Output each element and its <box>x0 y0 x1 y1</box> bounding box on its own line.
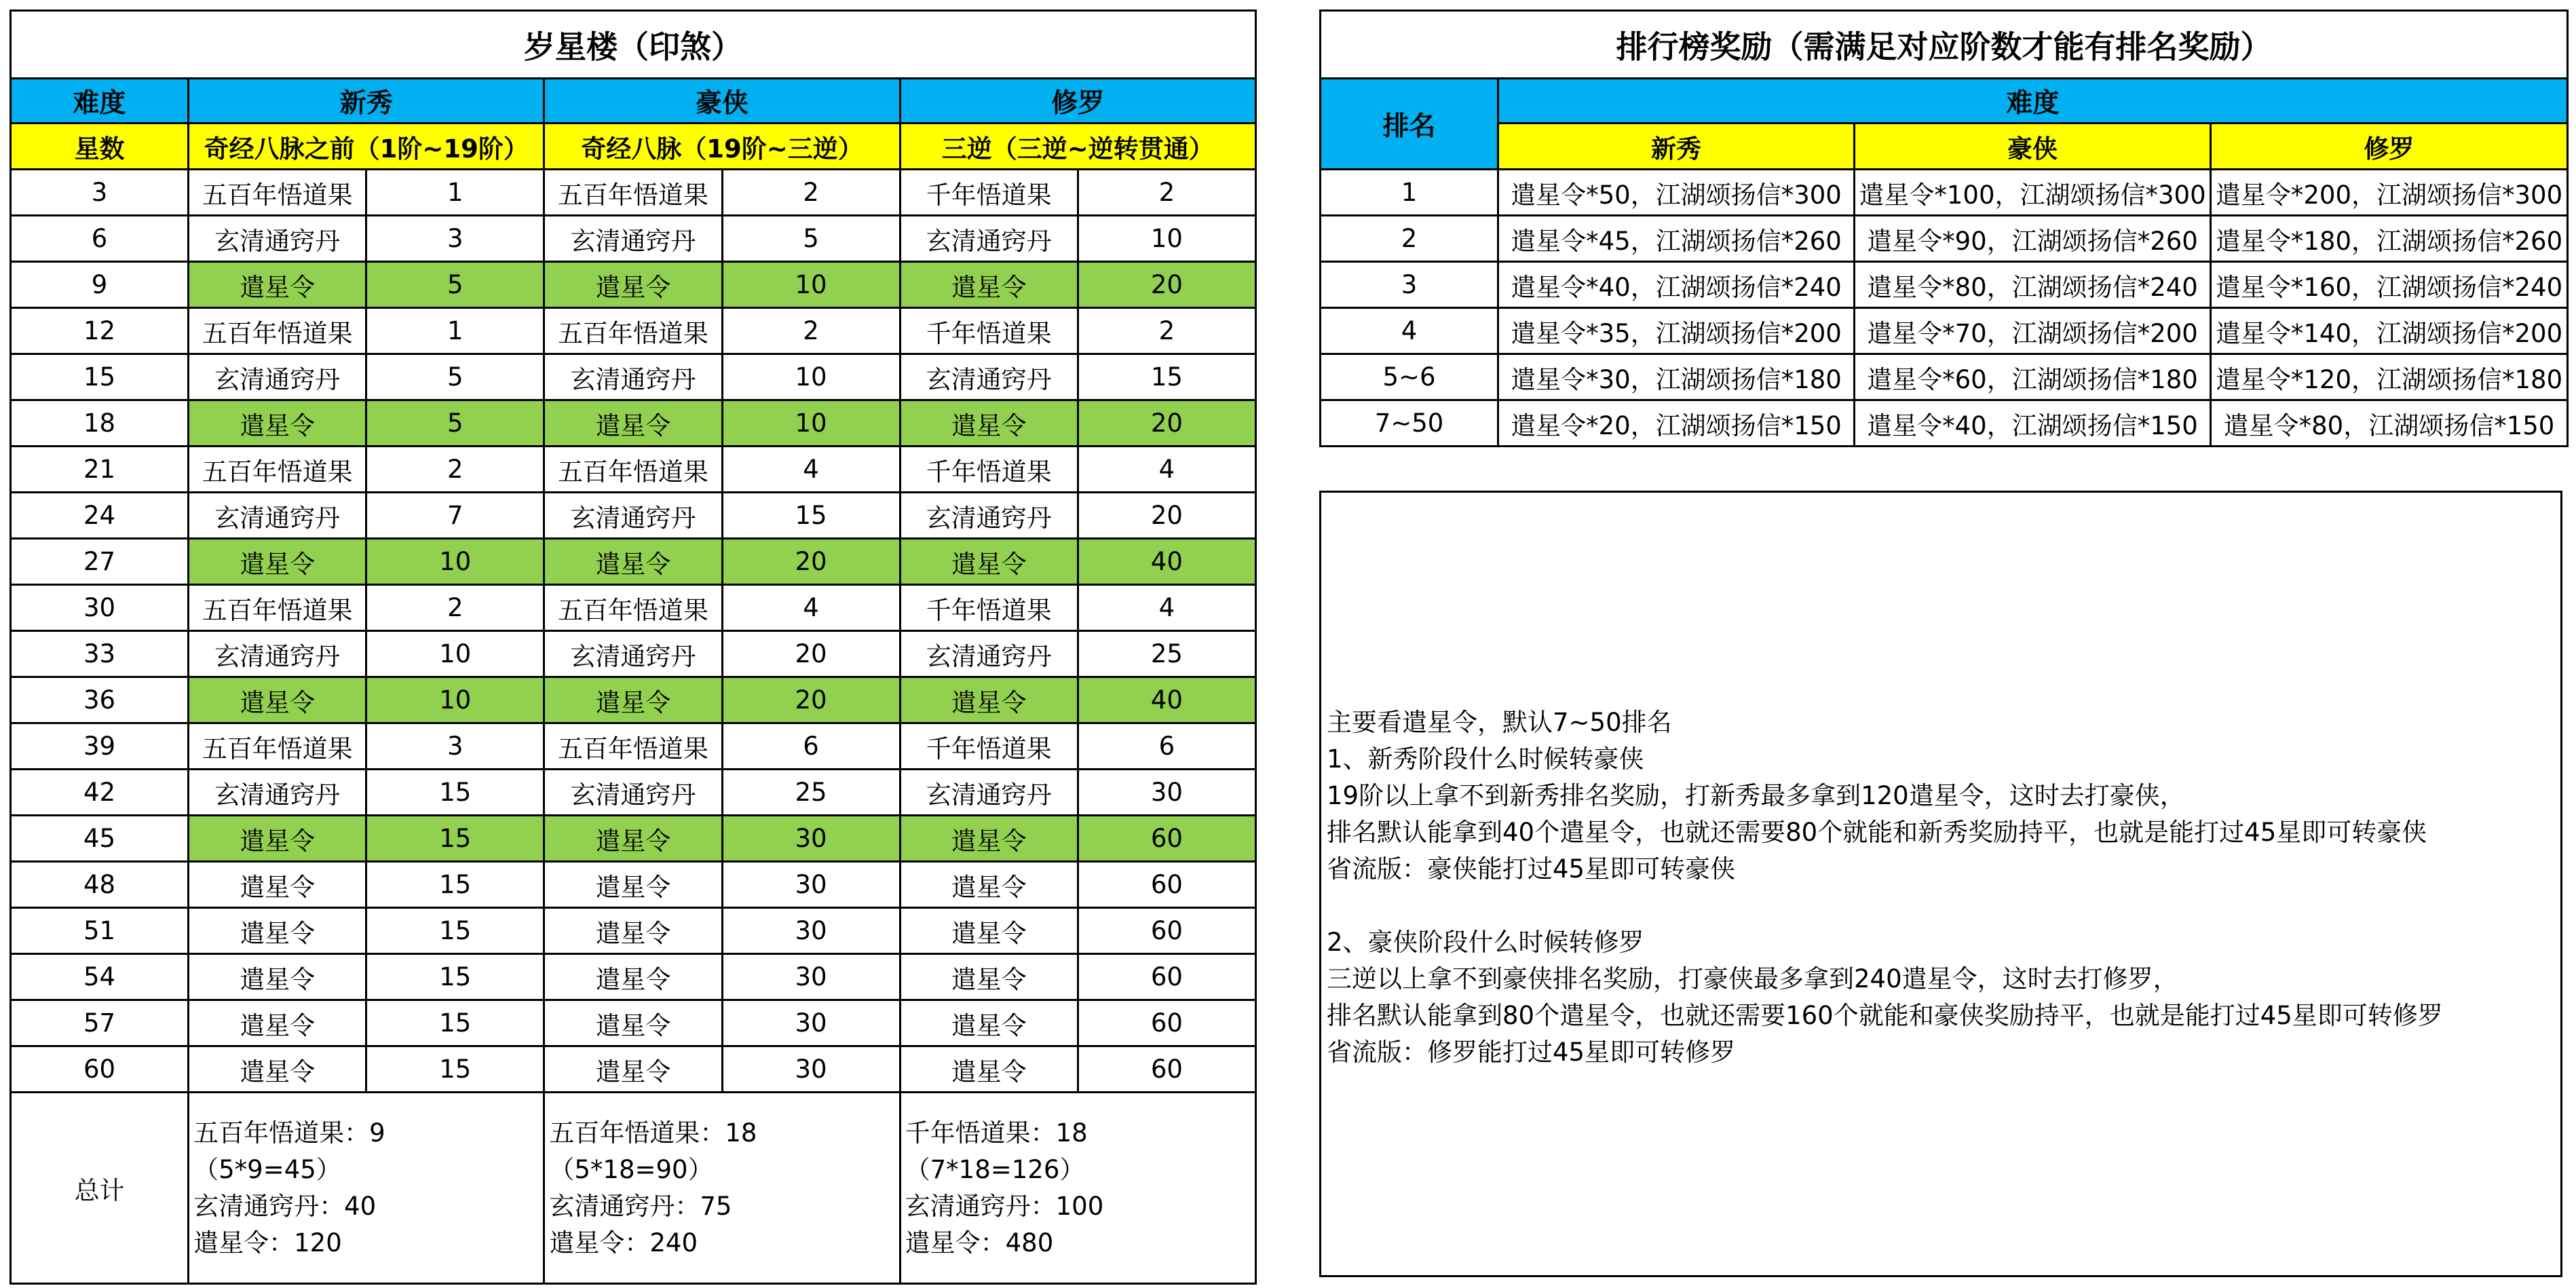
item-qty-cell: 25 <box>1078 631 1255 677</box>
total-line: 遣星令：240 <box>549 1228 698 1257</box>
item-name-cell: 五百年悟道果 <box>189 585 366 631</box>
item-name-cell: 遣星令 <box>544 954 722 1000</box>
item-name-cell: 遣星令 <box>900 1000 1078 1046</box>
item-qty-cell: 20 <box>722 631 900 677</box>
reward-cell: 遣星令*50，江湖颂扬信*300 <box>1498 170 1855 216</box>
table-title: 岁星楼（印煞） <box>11 11 1256 79</box>
item-qty-cell: 20 <box>1078 493 1255 539</box>
item-name-cell: 遣星令 <box>900 262 1078 308</box>
item-qty-cell: 5 <box>366 400 544 447</box>
tier-sub-haoxia: 奇经八脉（19阶~三逆） <box>544 124 900 170</box>
reward-tier-xiuluo: 修罗 <box>2211 124 2568 170</box>
item-name-cell: 玄清通窍丹 <box>189 216 366 262</box>
item-qty-cell: 10 <box>366 539 544 585</box>
item-qty-cell: 4 <box>1078 447 1255 493</box>
item-qty-cell: 20 <box>1078 400 1255 447</box>
reward-cell: 遣星令*90，江湖颂扬信*260 <box>1855 216 2211 262</box>
star-label: 星数 <box>11 124 189 170</box>
tier-header-xinxiu: 新秀 <box>189 79 544 124</box>
item-name-cell: 遣星令 <box>189 262 366 308</box>
total-line: 五百年悟道果：9 <box>193 1118 385 1148</box>
item-qty-cell: 60 <box>1078 1046 1255 1093</box>
reward-row <box>1321 354 2568 400</box>
item-qty-cell: 4 <box>722 447 900 493</box>
reward-row <box>1321 400 2568 447</box>
note-line: 排名默认能拿到80个遣星令，也就还需要160个就能和豪侠奖励持平，也就是能打过45星即可转修罗 <box>1327 1001 2443 1030</box>
item-qty-cell: 1 <box>366 170 544 216</box>
star-cell: 60 <box>11 1046 189 1093</box>
item-qty-cell: 15 <box>722 493 900 539</box>
star-cell: 57 <box>11 1000 189 1046</box>
item-name-cell: 遣星令 <box>900 539 1078 585</box>
item-qty-cell: 60 <box>1078 954 1255 1000</box>
rank-cell: 1 <box>1321 170 1498 216</box>
item-name-cell: 遣星令 <box>900 954 1078 1000</box>
table-row <box>11 1000 1256 1046</box>
table-row <box>11 862 1256 908</box>
star-cell: 27 <box>11 539 189 585</box>
reward-cell: 遣星令*80，江湖颂扬信*240 <box>1855 262 2211 308</box>
note-line: 2、豪侠阶段什么时候转修罗 <box>1327 928 1644 957</box>
item-name-cell: 遣星令 <box>544 862 722 908</box>
note-line: 19阶以上拿不到新秀排名奖励，打新秀最多拿到120遣星令，这时去打豪侠， <box>1327 781 2185 810</box>
item-qty-cell: 4 <box>1078 585 1255 631</box>
note-line: 三逆以上拿不到豪侠排名奖励，打豪侠最多拿到240遣星令，这时去打修罗， <box>1327 964 2178 993</box>
item-name-cell: 玄清通窍丹 <box>189 354 366 400</box>
item-qty-cell: 2 <box>366 585 544 631</box>
total-line: 玄清通窍丹：40 <box>193 1191 377 1221</box>
star-cell: 18 <box>11 400 189 447</box>
item-qty-cell: 15 <box>366 1000 544 1046</box>
item-name-cell: 遣星令 <box>900 677 1078 723</box>
reward-tier-haoxia: 豪侠 <box>1855 124 2211 170</box>
star-cell: 48 <box>11 862 189 908</box>
item-name-cell: 五百年悟道果 <box>544 447 722 493</box>
total-line: 遣星令：120 <box>193 1228 342 1257</box>
item-name-cell: 遣星令 <box>544 677 722 723</box>
reward-cell: 遣星令*100，江湖颂扬信*300 <box>1855 170 2211 216</box>
total-cell <box>900 1093 1255 1284</box>
item-qty-cell: 15 <box>366 816 544 862</box>
table-row <box>11 1046 1256 1093</box>
item-qty-cell: 15 <box>366 954 544 1000</box>
item-qty-cell: 30 <box>722 1046 900 1093</box>
item-name-cell: 遣星令 <box>189 816 366 862</box>
item-qty-cell: 60 <box>1078 816 1255 862</box>
star-cell: 54 <box>11 954 189 1000</box>
item-qty-cell: 30 <box>722 1000 900 1046</box>
item-name-cell: 遣星令 <box>900 1046 1078 1093</box>
item-qty-cell: 40 <box>1078 539 1255 585</box>
item-name-cell: 遣星令 <box>544 262 722 308</box>
total-line: （5*9=45） <box>193 1154 341 1184</box>
item-qty-cell: 10 <box>366 677 544 723</box>
item-qty-cell: 10 <box>1078 216 1255 262</box>
note-line <box>1327 888 2443 924</box>
star-cell: 30 <box>11 585 189 631</box>
item-qty-cell: 30 <box>722 954 900 1000</box>
item-name-cell: 遣星令 <box>544 908 722 954</box>
reward-tier-xinxiu: 新秀 <box>1498 124 1855 170</box>
item-name-cell: 玄清通窍丹 <box>544 216 722 262</box>
note-line: 省流版：豪侠能打过45星即可转豪侠 <box>1327 854 1736 884</box>
star-cell: 45 <box>11 816 189 862</box>
item-name-cell: 遣星令 <box>189 954 366 1000</box>
item-qty-cell: 5 <box>366 262 544 308</box>
table-row <box>11 631 1256 677</box>
total-line: 玄清通窍丹：75 <box>549 1191 732 1221</box>
total-line: 五百年悟道果：18 <box>549 1118 757 1148</box>
item-name-cell: 五百年悟道果 <box>544 723 722 770</box>
item-name-cell: 遣星令 <box>189 862 366 908</box>
item-qty-cell: 15 <box>366 908 544 954</box>
star-cell: 51 <box>11 908 189 954</box>
item-name-cell: 遣星令 <box>544 539 722 585</box>
item-qty-cell: 2 <box>366 447 544 493</box>
total-cell <box>544 1093 900 1284</box>
item-name-cell: 玄清通窍丹 <box>189 493 366 539</box>
item-qty-cell: 2 <box>722 308 900 354</box>
item-qty-cell: 30 <box>722 816 900 862</box>
table-row <box>11 170 1256 216</box>
star-cell: 21 <box>11 447 189 493</box>
table-row <box>11 493 1256 539</box>
item-name-cell: 遣星令 <box>900 862 1078 908</box>
star-cell: 33 <box>11 631 189 677</box>
item-name-cell: 玄清通窍丹 <box>900 216 1078 262</box>
total-cell <box>189 1093 544 1284</box>
table-row <box>11 447 1256 493</box>
table-row <box>11 723 1256 770</box>
star-cell: 42 <box>11 770 189 816</box>
item-qty-cell: 60 <box>1078 862 1255 908</box>
star-cell: 12 <box>11 308 189 354</box>
item-name-cell: 玄清通窍丹 <box>900 354 1078 400</box>
item-qty-cell: 10 <box>366 631 544 677</box>
rank-label: 排名 <box>1321 79 1498 170</box>
table-row <box>11 908 1256 954</box>
item-qty-cell: 10 <box>722 354 900 400</box>
item-qty-cell: 2 <box>1078 308 1255 354</box>
tier-header-haoxia: 豪侠 <box>544 79 900 124</box>
item-name-cell: 遣星令 <box>900 816 1078 862</box>
item-qty-cell: 3 <box>366 216 544 262</box>
reward-title: 排行榜奖励（需满足对应阶数才能有排名奖励） <box>1321 11 2568 79</box>
reward-cell: 遣星令*140，江湖颂扬信*200 <box>2211 308 2568 354</box>
item-qty-cell: 15 <box>366 1046 544 1093</box>
total-label: 总计 <box>11 1093 189 1284</box>
item-qty-cell: 20 <box>1078 262 1255 308</box>
item-name-cell: 遣星令 <box>189 1000 366 1046</box>
reward-cell: 遣星令*160，江湖颂扬信*240 <box>2211 262 2568 308</box>
table-row <box>11 770 1256 816</box>
reward-cell: 遣星令*60，江湖颂扬信*180 <box>1855 354 2211 400</box>
item-name-cell: 千年悟道果 <box>900 170 1078 216</box>
rank-cell: 4 <box>1321 308 1498 354</box>
reward-cell: 遣星令*20，江湖颂扬信*150 <box>1498 400 1855 447</box>
item-qty-cell: 10 <box>722 262 900 308</box>
table-row <box>11 308 1256 354</box>
table-row <box>11 262 1256 308</box>
item-name-cell: 遣星令 <box>544 1046 722 1093</box>
item-qty-cell: 6 <box>1078 723 1255 770</box>
item-name-cell: 千年悟道果 <box>900 723 1078 770</box>
reward-cell: 遣星令*40，江湖颂扬信*150 <box>1855 400 2211 447</box>
reward-row <box>1321 216 2568 262</box>
item-qty-cell: 15 <box>366 862 544 908</box>
item-qty-cell: 30 <box>722 908 900 954</box>
item-name-cell: 五百年悟道果 <box>189 170 366 216</box>
rank-cell: 2 <box>1321 216 1498 262</box>
item-name-cell: 玄清通窍丹 <box>544 354 722 400</box>
item-name-cell: 玄清通窍丹 <box>900 493 1078 539</box>
item-name-cell: 遣星令 <box>544 1000 722 1046</box>
item-qty-cell: 40 <box>1078 677 1255 723</box>
item-name-cell: 遣星令 <box>189 400 366 447</box>
rank-cell: 7~50 <box>1321 400 1498 447</box>
item-qty-cell: 60 <box>1078 1000 1255 1046</box>
item-name-cell: 玄清通窍丹 <box>544 770 722 816</box>
item-name-cell: 千年悟道果 <box>900 447 1078 493</box>
item-qty-cell: 5 <box>366 354 544 400</box>
item-qty-cell: 2 <box>722 170 900 216</box>
reward-row <box>1321 262 2568 308</box>
item-name-cell: 千年悟道果 <box>900 308 1078 354</box>
item-qty-cell: 15 <box>366 770 544 816</box>
tier-sub-xinxiu: 奇经八脉之前（1阶~19阶） <box>189 124 544 170</box>
suixinglou-table <box>10 10 1257 1285</box>
item-name-cell: 玄清通窍丹 <box>544 493 722 539</box>
item-name-cell: 玄清通窍丹 <box>544 631 722 677</box>
table-row <box>11 585 1256 631</box>
note-line: 主要看遣星令，默认7~50排名 <box>1327 708 1672 737</box>
item-qty-cell: 60 <box>1078 908 1255 954</box>
star-cell: 3 <box>11 170 189 216</box>
item-name-cell: 遣星令 <box>189 1046 366 1093</box>
total-line: 千年悟道果：18 <box>905 1118 1088 1148</box>
item-qty-cell: 20 <box>722 677 900 723</box>
notes-box <box>1319 491 2562 1277</box>
item-name-cell: 遣星令 <box>189 539 366 585</box>
item-name-cell: 遣星令 <box>544 400 722 447</box>
reward-row <box>1321 308 2568 354</box>
table-row <box>11 354 1256 400</box>
item-qty-cell: 30 <box>722 862 900 908</box>
reward-cell: 遣星令*35，江湖颂扬信*200 <box>1498 308 1855 354</box>
item-name-cell: 遣星令 <box>900 400 1078 447</box>
item-name-cell: 遣星令 <box>900 908 1078 954</box>
table-row <box>11 954 1256 1000</box>
reward-cell: 遣星令*200，江湖颂扬信*300 <box>2211 170 2568 216</box>
star-cell: 39 <box>11 723 189 770</box>
tier-header-xiuluo: 修罗 <box>900 79 1255 124</box>
item-name-cell: 玄清通窍丹 <box>900 631 1078 677</box>
item-qty-cell: 1 <box>366 308 544 354</box>
note-line: 省流版：修罗能打过45星即可转修罗 <box>1327 1038 1736 1067</box>
star-cell: 6 <box>11 216 189 262</box>
table-row <box>11 216 1256 262</box>
reward-cell: 遣星令*120，江湖颂扬信*180 <box>2211 354 2568 400</box>
reward-cell: 遣星令*70，江湖颂扬信*200 <box>1855 308 2211 354</box>
table-row <box>11 816 1256 862</box>
item-name-cell: 五百年悟道果 <box>544 585 722 631</box>
item-qty-cell: 7 <box>366 493 544 539</box>
table-row <box>11 539 1256 585</box>
item-name-cell: 玄清通窍丹 <box>900 770 1078 816</box>
difficulty-label: 难度 <box>11 79 189 124</box>
table-row <box>11 400 1256 447</box>
item-name-cell: 玄清通窍丹 <box>189 631 366 677</box>
rank-cell: 3 <box>1321 262 1498 308</box>
totals-row <box>11 1093 1256 1284</box>
item-qty-cell: 5 <box>722 216 900 262</box>
star-cell: 15 <box>11 354 189 400</box>
reward-cell: 遣星令*45，江湖颂扬信*260 <box>1498 216 1855 262</box>
note-line: 1、新秀阶段什么时候转豪侠 <box>1327 744 1644 774</box>
total-line: （5*18=90） <box>549 1154 713 1184</box>
leaderboard-reward-table <box>1319 10 2569 447</box>
notes-text <box>1327 704 2443 1071</box>
item-qty-cell: 3 <box>366 723 544 770</box>
item-name-cell: 遣星令 <box>189 677 366 723</box>
note-line: 排名默认能拿到40个遣星令，也就还需要80个就能和新秀奖励持平，也就是能打过45星即可转豪侠 <box>1327 818 2427 847</box>
reward-cell: 遣星令*30，江湖颂扬信*180 <box>1498 354 1855 400</box>
item-qty-cell: 6 <box>722 723 900 770</box>
reward-cell: 遣星令*180，江湖颂扬信*260 <box>2211 216 2568 262</box>
item-name-cell: 五百年悟道果 <box>544 308 722 354</box>
rank-cell: 5~6 <box>1321 354 1498 400</box>
item-qty-cell: 25 <box>722 770 900 816</box>
tier-sub-xiuluo: 三逆（三逆~逆转贯通） <box>900 124 1255 170</box>
item-qty-cell: 30 <box>1078 770 1255 816</box>
item-qty-cell: 10 <box>722 400 900 447</box>
star-cell: 36 <box>11 677 189 723</box>
item-name-cell: 遣星令 <box>189 908 366 954</box>
item-qty-cell: 20 <box>722 539 900 585</box>
item-qty-cell: 4 <box>722 585 900 631</box>
item-name-cell: 五百年悟道果 <box>189 723 366 770</box>
item-name-cell: 五百年悟道果 <box>189 308 366 354</box>
reward-difficulty-label: 难度 <box>1498 79 2568 124</box>
star-cell: 9 <box>11 262 189 308</box>
item-name-cell: 五百年悟道果 <box>544 170 722 216</box>
item-name-cell: 千年悟道果 <box>900 585 1078 631</box>
reward-cell: 遣星令*80，江湖颂扬信*150 <box>2211 400 2568 447</box>
total-line: （7*18=126） <box>905 1154 1085 1184</box>
item-qty-cell: 15 <box>1078 354 1255 400</box>
reward-cell: 遣星令*40，江湖颂扬信*240 <box>1498 262 1855 308</box>
total-line: 玄清通窍丹：100 <box>905 1191 1104 1221</box>
item-name-cell: 五百年悟道果 <box>189 447 366 493</box>
table-row <box>11 677 1256 723</box>
reward-row <box>1321 170 2568 216</box>
item-name-cell: 遣星令 <box>544 816 722 862</box>
item-name-cell: 玄清通窍丹 <box>189 770 366 816</box>
total-line: 遣星令：480 <box>905 1228 1054 1257</box>
item-qty-cell: 2 <box>1078 170 1255 216</box>
star-cell: 24 <box>11 493 189 539</box>
